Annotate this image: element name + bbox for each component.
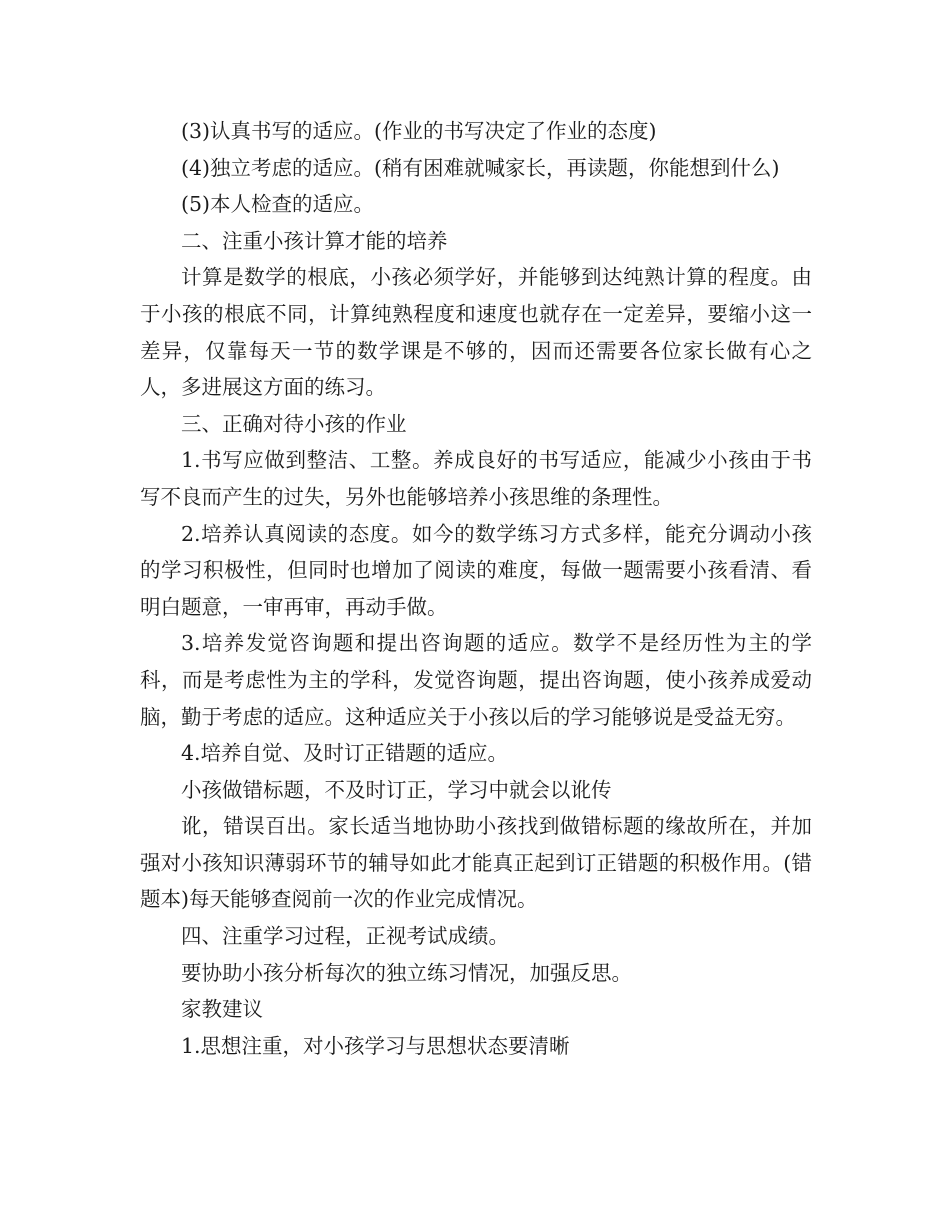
paragraph-habit-checking: (5)本人检查的适应。 — [181, 192, 375, 217]
section-heading-process: 四、注重学习过程，正视考试成绩。 — [181, 924, 509, 949]
paragraph-homework-1: 1.书写应做到整洁、工整。养成良好的书写适应，能减少小孩由于书写不良而产生的过失，另外也能够培养小孩思维的条理性。 — [140, 448, 812, 509]
paragraph-process: 要协助小孩分析每次的独立练习情况，加强反思。 — [181, 960, 632, 985]
section-heading-advice: 家教建议 — [181, 997, 263, 1022]
paragraph-calculation: 计算是数学的根底，小孩必须学好，并能够到达纯熟计算的程度。由于小孩的根底不同，计算纯熟程度和速度也就存在一定差异，要缩小这一差异，仅靠每天一节的数学课是不够的，因而还需要各位家长做有心之人，多进展这方面的练习。 — [140, 265, 812, 400]
paragraph-errors-detail: 讹，错误百出。家长适当地协助小孩找到做错标题的缘故所在，并加强对小孩知识薄弱环节的辅导如此才能真正起到订正错题的积极作用。(错题本)每天能够查阅前一次的作业完成情况。 — [140, 814, 812, 912]
paragraph-advice-1: 1.思想注重，对小孩学习与思想状态要清晰 — [181, 1033, 570, 1058]
paragraph-homework-4: 4.培养自觉、及时订正错题的适应。 — [181, 741, 509, 766]
paragraph-habit-writing: (3)认真书写的适应。(作业的书写决定了作业的态度) — [181, 119, 657, 143]
paragraph-homework-3: 3.培养发觉咨询题和提出咨询题的适应。数学不是经历性为主的学科，而是考虑性为主的学科，发觉咨询题，提出咨询题，使小孩养成爱动脑，勤于考虑的适应。这种适应关于小孩以后的学习能够说是受益无穷。 — [140, 631, 812, 729]
paragraph-habit-thinking: (4)独立考虑的适应。(稍有困难就喊家长，再读题，你能想到什么) — [181, 155, 780, 180]
section-heading-homework: 三、正确对待小孩的作业 — [181, 411, 407, 436]
section-heading-calculation: 二、注重小孩计算才能的培养 — [181, 228, 448, 253]
paragraph-homework-2: 2.培养认真阅读的态度。如今的数学练习方式多样，能充分调动小孩的学习积极性，但同时也增加了阅读的难度，每做一题需要小孩看清、看明白题意，一审再审，再动手做。 — [140, 521, 812, 619]
paragraph-errors-intro: 小孩做错标题，不及时订正，学习中就会以讹传 — [181, 777, 612, 802]
document-body — [140, 113, 812, 1064]
